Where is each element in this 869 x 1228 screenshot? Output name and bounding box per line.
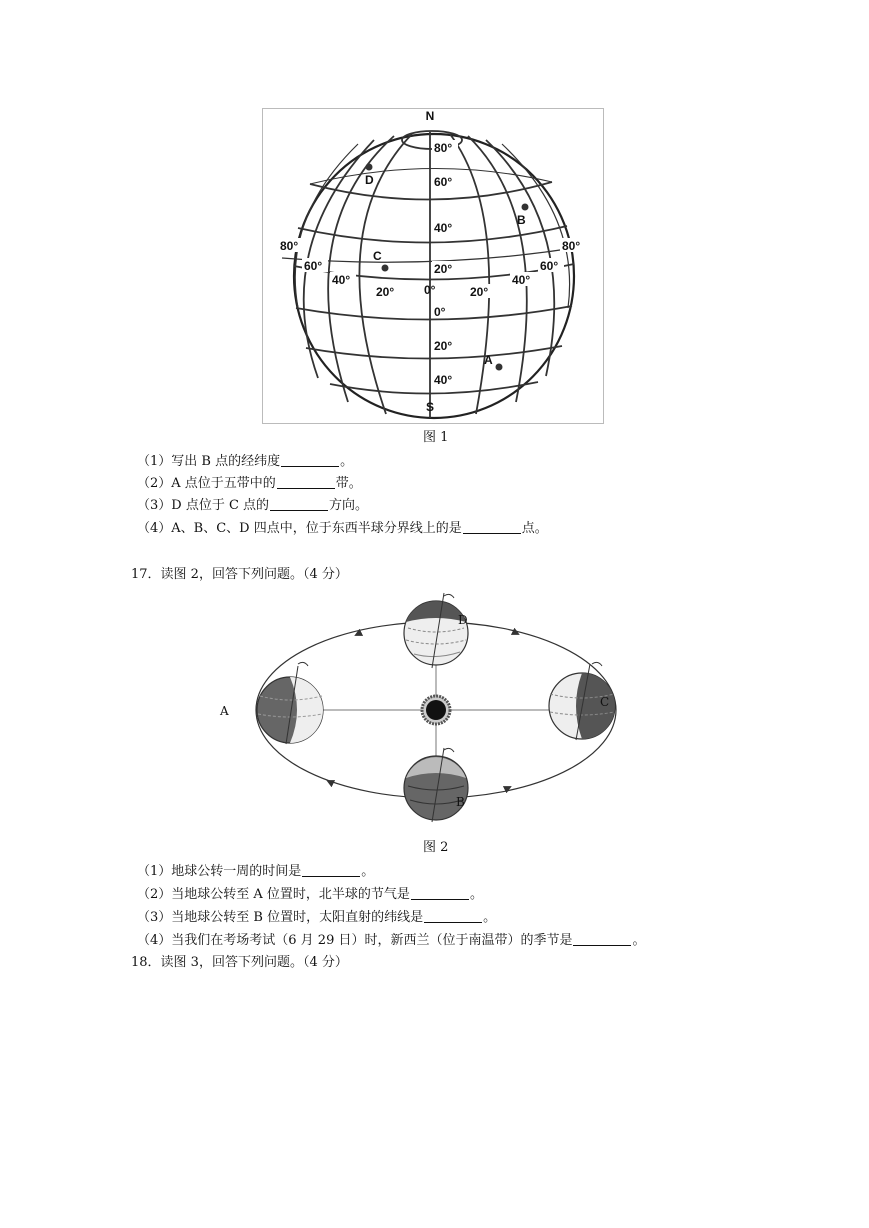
figure1-caption: 图 1	[423, 430, 449, 445]
earth-a-icon	[257, 666, 323, 744]
point-b-label: B	[517, 213, 526, 227]
lat-label: 20°	[434, 262, 453, 276]
lon-label: 60°	[540, 259, 559, 273]
q16-item: （3）D 点位于 C 点的 方向。	[137, 498, 369, 513]
position-b-label: B	[456, 795, 465, 809]
lon-label: 80°	[562, 239, 581, 253]
position-c-label: C	[600, 695, 610, 709]
position-a-label: A	[220, 704, 229, 718]
earth-d-icon	[404, 593, 468, 668]
q16-item: （2）A 点位于五带中的 带。	[137, 476, 362, 491]
q17-title: 17．读图 2，回答下列问题。（4 分）	[131, 567, 348, 582]
pole-north: N	[425, 109, 435, 123]
lat-label: 80°	[434, 141, 453, 155]
q16-item: （1）写出 B 点的经纬度 。	[137, 454, 354, 469]
figure2-caption: 图 2	[423, 840, 449, 855]
lat-label: 0°	[434, 305, 446, 319]
lon-label: 20°	[470, 285, 489, 299]
earth-b-icon	[404, 748, 468, 822]
lon-label: 40°	[512, 273, 531, 287]
lat-label: 60°	[434, 175, 453, 189]
answer-blank	[270, 498, 328, 511]
point-b-marker	[522, 204, 529, 211]
answer-blank	[573, 933, 631, 946]
answer-blank	[463, 521, 521, 534]
lat-label: 40°	[434, 221, 453, 235]
point-c-label: C	[373, 249, 382, 263]
q16-item: （4）A、B、C、D 四点中，位于东西半球分界线上的是 点。	[137, 521, 548, 536]
globe-figure	[262, 108, 604, 424]
lon-label-zero: 0°	[424, 283, 436, 297]
answer-blank	[277, 476, 335, 489]
lon-label: 20°	[376, 285, 395, 299]
point-a-marker	[496, 364, 503, 371]
q17-item: （4）当我们在考场考试（6 月 29 日）时，新西兰（位于南温带）的季节是 。	[137, 933, 646, 948]
position-d-label: D	[458, 613, 468, 627]
orbit-figure	[210, 588, 630, 826]
q17-item: （3）当地球公转至 B 位置时，太阳直射的纬线是 。	[137, 910, 497, 925]
pole-south: S	[425, 400, 435, 414]
lon-label: 40°	[332, 273, 351, 287]
lat-label: 40°	[434, 373, 453, 387]
q17-item: （1）地球公转一周的时间是 。	[137, 864, 375, 879]
answer-blank	[281, 454, 339, 467]
point-a-label: A	[484, 353, 493, 367]
point-d-label: D	[365, 173, 374, 187]
lon-label: 60°	[304, 259, 323, 273]
q17-item: （2）当地球公转至 A 位置时，北半球的节气是 。	[137, 887, 483, 902]
q18-title: 18．读图 3，回答下列问题。（4 分）	[131, 955, 348, 970]
lat-label: 20°	[434, 339, 453, 353]
answer-blank	[411, 887, 469, 900]
point-c-marker	[382, 265, 389, 272]
point-d-marker	[366, 164, 373, 171]
answer-blank	[302, 864, 360, 877]
answer-blank	[424, 910, 482, 923]
lon-label: 80°	[280, 239, 299, 253]
